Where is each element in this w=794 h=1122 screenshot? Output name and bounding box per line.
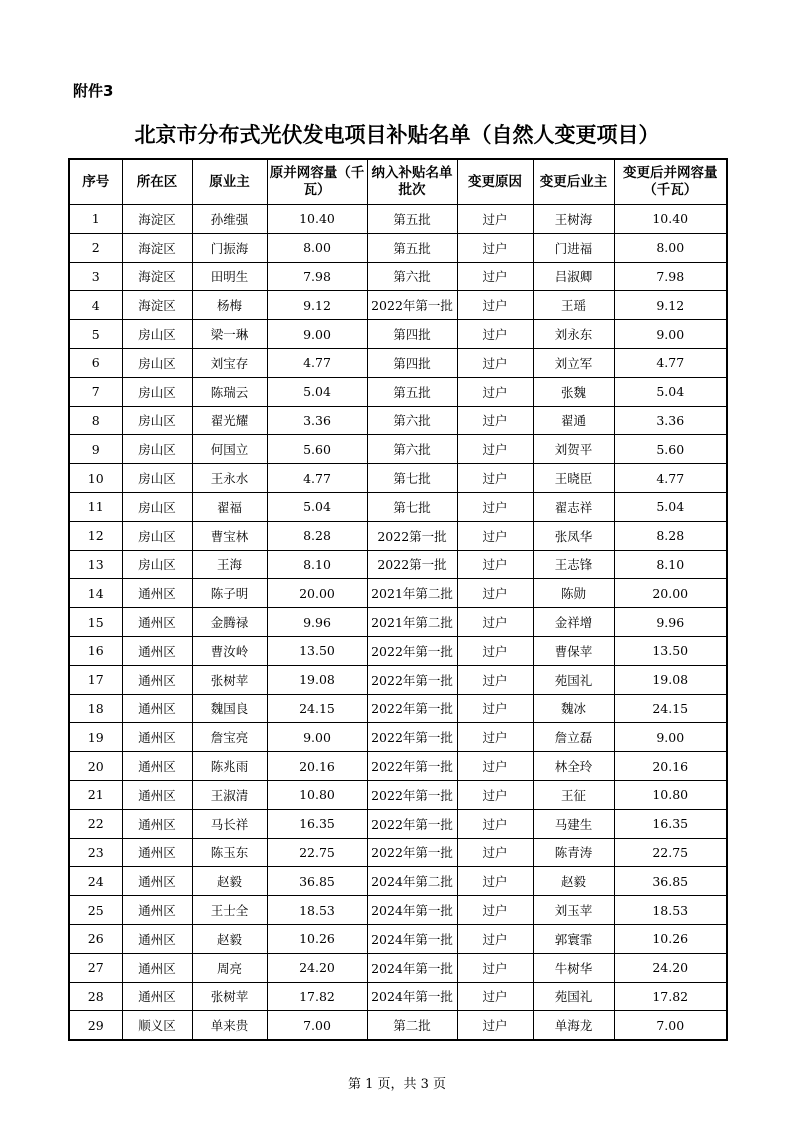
header-change-reason: 变更原因 xyxy=(457,159,533,205)
cell-original-owner: 门振海 xyxy=(192,233,267,262)
cell-change-reason: 过户 xyxy=(457,233,533,262)
cell-original-capacity: 10.80 xyxy=(267,780,367,809)
table-row xyxy=(69,953,727,982)
cell-original-owner: 刘宝存 xyxy=(192,348,267,377)
cell-change-reason: 过户 xyxy=(457,579,533,608)
cell-new-owner: 苑国礼 xyxy=(533,665,614,694)
table-row xyxy=(69,780,727,809)
page-footer: 第 1 页，共 3 页 xyxy=(347,1077,447,1092)
cell-district: 海淀区 xyxy=(122,233,192,262)
cell-new-capacity: 7.98 xyxy=(614,262,727,291)
cell-original-owner: 王士全 xyxy=(192,896,267,925)
cell-subsidy-batch: 2022年第一批 xyxy=(367,636,457,665)
cell-original-owner: 张树苹 xyxy=(192,665,267,694)
cell-original-capacity: 10.40 xyxy=(267,205,367,234)
cell-original-owner: 陈子明 xyxy=(192,579,267,608)
cell-district: 通州区 xyxy=(122,867,192,896)
cell-original-capacity: 7.98 xyxy=(267,262,367,291)
cell-original-capacity: 17.82 xyxy=(267,982,367,1011)
table-header-row xyxy=(69,159,727,205)
cell-index: 12 xyxy=(69,521,122,550)
table-row xyxy=(69,579,727,608)
cell-index: 25 xyxy=(69,896,122,925)
cell-subsidy-batch: 第五批 xyxy=(367,377,457,406)
cell-subsidy-batch: 第五批 xyxy=(367,205,457,234)
cell-subsidy-batch: 2021年第二批 xyxy=(367,579,457,608)
cell-original-capacity: 16.35 xyxy=(267,809,367,838)
cell-district: 通州区 xyxy=(122,752,192,781)
cell-new-capacity: 4.77 xyxy=(614,464,727,493)
cell-change-reason: 过户 xyxy=(457,464,533,493)
table-row xyxy=(69,262,727,291)
cell-index: 14 xyxy=(69,579,122,608)
cell-original-owner: 王淑清 xyxy=(192,780,267,809)
cell-original-capacity: 22.75 xyxy=(267,838,367,867)
cell-original-owner: 田明生 xyxy=(192,262,267,291)
cell-original-owner: 单来贵 xyxy=(192,1011,267,1040)
cell-new-capacity: 9.00 xyxy=(614,320,727,349)
cell-index: 9 xyxy=(69,435,122,464)
cell-change-reason: 过户 xyxy=(457,809,533,838)
cell-district: 海淀区 xyxy=(122,205,192,234)
cell-original-capacity: 9.96 xyxy=(267,608,367,637)
cell-new-owner: 陈青涛 xyxy=(533,838,614,867)
cell-new-owner: 单海龙 xyxy=(533,1011,614,1040)
cell-district: 通州区 xyxy=(122,953,192,982)
cell-change-reason: 过户 xyxy=(457,780,533,809)
cell-original-owner: 曹宝林 xyxy=(192,521,267,550)
cell-original-capacity: 3.36 xyxy=(267,406,367,435)
cell-new-owner: 魏冰 xyxy=(533,694,614,723)
cell-index: 15 xyxy=(69,608,122,637)
cell-new-owner: 郭寰霏 xyxy=(533,924,614,953)
cell-district: 通州区 xyxy=(122,608,192,637)
cell-original-owner: 马长祥 xyxy=(192,809,267,838)
cell-new-owner: 张魏 xyxy=(533,377,614,406)
cell-subsidy-batch: 2022第一批 xyxy=(367,550,457,579)
cell-change-reason: 过户 xyxy=(457,953,533,982)
cell-district: 房山区 xyxy=(122,377,192,406)
cell-original-capacity: 9.00 xyxy=(267,723,367,752)
cell-district: 通州区 xyxy=(122,665,192,694)
cell-subsidy-batch: 2022年第一批 xyxy=(367,838,457,867)
cell-district: 通州区 xyxy=(122,809,192,838)
cell-index: 18 xyxy=(69,694,122,723)
cell-original-owner: 孙维强 xyxy=(192,205,267,234)
cell-change-reason: 过户 xyxy=(457,608,533,637)
cell-new-capacity: 17.82 xyxy=(614,982,727,1011)
cell-original-owner: 周亮 xyxy=(192,953,267,982)
cell-original-owner: 王海 xyxy=(192,550,267,579)
cell-index: 28 xyxy=(69,982,122,1011)
cell-new-capacity: 8.00 xyxy=(614,233,727,262)
cell-change-reason: 过户 xyxy=(457,1011,533,1040)
cell-index: 10 xyxy=(69,464,122,493)
cell-index: 4 xyxy=(69,291,122,320)
cell-original-capacity: 8.00 xyxy=(267,233,367,262)
table-row xyxy=(69,435,727,464)
cell-new-capacity: 8.10 xyxy=(614,550,727,579)
document-title: 北京市分布式光伏发电项目补贴名单（自然人变更项目） xyxy=(134,123,660,147)
cell-change-reason: 过户 xyxy=(457,867,533,896)
table-row xyxy=(69,608,727,637)
table-row xyxy=(69,752,727,781)
cell-change-reason: 过户 xyxy=(457,838,533,867)
cell-change-reason: 过户 xyxy=(457,723,533,752)
cell-district: 房山区 xyxy=(122,348,192,377)
table-row xyxy=(69,867,727,896)
cell-new-owner: 王树海 xyxy=(533,205,614,234)
cell-original-capacity: 4.77 xyxy=(267,464,367,493)
cell-new-capacity: 9.00 xyxy=(614,723,727,752)
cell-district: 通州区 xyxy=(122,723,192,752)
cell-index: 20 xyxy=(69,752,122,781)
cell-district: 通州区 xyxy=(122,924,192,953)
cell-subsidy-batch: 2022年第一批 xyxy=(367,752,457,781)
cell-original-owner: 赵毅 xyxy=(192,867,267,896)
table-row xyxy=(69,521,727,550)
table-row xyxy=(69,1011,727,1040)
cell-original-owner: 王永水 xyxy=(192,464,267,493)
cell-new-owner: 苑国礼 xyxy=(533,982,614,1011)
cell-original-capacity: 9.00 xyxy=(267,320,367,349)
cell-new-owner: 王征 xyxy=(533,780,614,809)
cell-new-capacity: 13.50 xyxy=(614,636,727,665)
cell-index: 6 xyxy=(69,348,122,377)
cell-original-owner: 杨梅 xyxy=(192,291,267,320)
cell-new-owner: 马建生 xyxy=(533,809,614,838)
cell-original-capacity: 13.50 xyxy=(267,636,367,665)
cell-new-owner: 吕淑卿 xyxy=(533,262,614,291)
cell-original-capacity: 5.04 xyxy=(267,377,367,406)
cell-original-capacity: 24.20 xyxy=(267,953,367,982)
cell-index: 1 xyxy=(69,205,122,234)
cell-subsidy-batch: 第四批 xyxy=(367,348,457,377)
header-index: 序号 xyxy=(69,159,122,205)
cell-change-reason: 过户 xyxy=(457,694,533,723)
cell-original-owner: 张树苹 xyxy=(192,982,267,1011)
cell-subsidy-batch: 2024年第一批 xyxy=(367,896,457,925)
table-row xyxy=(69,838,727,867)
cell-district: 通州区 xyxy=(122,694,192,723)
cell-new-owner: 王晓臣 xyxy=(533,464,614,493)
cell-district: 通州区 xyxy=(122,780,192,809)
cell-subsidy-batch: 第七批 xyxy=(367,492,457,521)
cell-district: 海淀区 xyxy=(122,291,192,320)
table-row xyxy=(69,982,727,1011)
table-row xyxy=(69,320,727,349)
cell-new-capacity: 8.28 xyxy=(614,521,727,550)
cell-change-reason: 过户 xyxy=(457,521,533,550)
cell-change-reason: 过户 xyxy=(457,636,533,665)
cell-original-capacity: 9.12 xyxy=(267,291,367,320)
cell-original-capacity: 18.53 xyxy=(267,896,367,925)
cell-new-capacity: 10.40 xyxy=(614,205,727,234)
table-row xyxy=(69,896,727,925)
cell-new-owner: 赵毅 xyxy=(533,867,614,896)
cell-subsidy-batch: 第六批 xyxy=(367,406,457,435)
table-row xyxy=(69,464,727,493)
header-original-owner: 原业主 xyxy=(192,159,267,205)
table-row xyxy=(69,723,727,752)
cell-change-reason: 过户 xyxy=(457,665,533,694)
cell-original-capacity: 8.10 xyxy=(267,550,367,579)
cell-subsidy-batch: 第六批 xyxy=(367,435,457,464)
cell-subsidy-batch: 2022第一批 xyxy=(367,521,457,550)
cell-index: 22 xyxy=(69,809,122,838)
cell-subsidy-batch: 第七批 xyxy=(367,464,457,493)
table-row xyxy=(69,636,727,665)
cell-subsidy-batch: 第四批 xyxy=(367,320,457,349)
cell-change-reason: 过户 xyxy=(457,291,533,320)
cell-new-capacity: 10.80 xyxy=(614,780,727,809)
cell-original-owner: 陈玉东 xyxy=(192,838,267,867)
cell-index: 26 xyxy=(69,924,122,953)
cell-subsidy-batch: 2022年第一批 xyxy=(367,780,457,809)
cell-district: 房山区 xyxy=(122,435,192,464)
cell-subsidy-batch: 2022年第一批 xyxy=(367,809,457,838)
cell-subsidy-batch: 2022年第一批 xyxy=(367,694,457,723)
attachment-label: 附件3 xyxy=(73,82,114,100)
cell-new-owner: 詹立磊 xyxy=(533,723,614,752)
cell-original-owner: 金腾禄 xyxy=(192,608,267,637)
cell-change-reason: 过户 xyxy=(457,205,533,234)
cell-new-owner: 刘玉苹 xyxy=(533,896,614,925)
cell-index: 24 xyxy=(69,867,122,896)
cell-change-reason: 过户 xyxy=(457,377,533,406)
cell-new-capacity: 20.16 xyxy=(614,752,727,781)
cell-new-owner: 刘永东 xyxy=(533,320,614,349)
cell-index: 21 xyxy=(69,780,122,809)
cell-district: 房山区 xyxy=(122,550,192,579)
cell-original-capacity: 20.00 xyxy=(267,579,367,608)
cell-original-owner: 曹汝岭 xyxy=(192,636,267,665)
cell-original-owner: 翟福 xyxy=(192,492,267,521)
cell-original-capacity: 20.16 xyxy=(267,752,367,781)
cell-original-capacity: 36.85 xyxy=(267,867,367,896)
header-district: 所在区 xyxy=(122,159,192,205)
cell-new-owner: 牛树华 xyxy=(533,953,614,982)
table-row xyxy=(69,924,727,953)
table-row xyxy=(69,377,727,406)
cell-subsidy-batch: 2022年第一批 xyxy=(367,723,457,752)
cell-new-capacity: 19.08 xyxy=(614,665,727,694)
cell-original-capacity: 24.15 xyxy=(267,694,367,723)
cell-original-capacity: 19.08 xyxy=(267,665,367,694)
cell-change-reason: 过户 xyxy=(457,492,533,521)
table-row xyxy=(69,406,727,435)
cell-original-capacity: 7.00 xyxy=(267,1011,367,1040)
subsidy-table xyxy=(68,158,728,1041)
header-original-capacity: 原并网容量（千瓦） xyxy=(267,159,367,205)
cell-original-owner: 詹宝亮 xyxy=(192,723,267,752)
cell-new-capacity: 16.35 xyxy=(614,809,727,838)
cell-index: 16 xyxy=(69,636,122,665)
cell-subsidy-batch: 2024年第一批 xyxy=(367,924,457,953)
cell-original-capacity: 5.04 xyxy=(267,492,367,521)
cell-district: 通州区 xyxy=(122,579,192,608)
table-row xyxy=(69,550,727,579)
cell-index: 29 xyxy=(69,1011,122,1040)
cell-change-reason: 过户 xyxy=(457,348,533,377)
cell-subsidy-batch: 2021年第二批 xyxy=(367,608,457,637)
cell-index: 17 xyxy=(69,665,122,694)
cell-new-capacity: 3.36 xyxy=(614,406,727,435)
cell-original-owner: 何国立 xyxy=(192,435,267,464)
cell-index: 13 xyxy=(69,550,122,579)
cell-new-capacity: 24.20 xyxy=(614,953,727,982)
cell-change-reason: 过户 xyxy=(457,752,533,781)
cell-new-capacity: 9.12 xyxy=(614,291,727,320)
cell-new-owner: 曹保苹 xyxy=(533,636,614,665)
cell-new-capacity: 20.00 xyxy=(614,579,727,608)
cell-district: 房山区 xyxy=(122,521,192,550)
cell-new-owner: 翟通 xyxy=(533,406,614,435)
cell-change-reason: 过户 xyxy=(457,550,533,579)
cell-subsidy-batch: 第五批 xyxy=(367,233,457,262)
cell-subsidy-batch: 2024年第一批 xyxy=(367,953,457,982)
cell-index: 8 xyxy=(69,406,122,435)
header-new-owner: 变更后业主 xyxy=(533,159,614,205)
header-subsidy-batch: 纳入补贴名单批次 xyxy=(367,159,457,205)
cell-subsidy-batch: 第二批 xyxy=(367,1011,457,1040)
cell-new-owner: 林全玲 xyxy=(533,752,614,781)
cell-new-capacity: 10.26 xyxy=(614,924,727,953)
cell-new-owner: 刘立军 xyxy=(533,348,614,377)
cell-index: 7 xyxy=(69,377,122,406)
table-row xyxy=(69,492,727,521)
cell-new-owner: 翟志祥 xyxy=(533,492,614,521)
cell-original-capacity: 4.77 xyxy=(267,348,367,377)
table-row xyxy=(69,205,727,234)
cell-original-owner: 翟光耀 xyxy=(192,406,267,435)
cell-change-reason: 过户 xyxy=(457,982,533,1011)
cell-subsidy-batch: 2024年第二批 xyxy=(367,867,457,896)
cell-new-owner: 金祥增 xyxy=(533,608,614,637)
table-row xyxy=(69,291,727,320)
cell-index: 5 xyxy=(69,320,122,349)
table-row xyxy=(69,809,727,838)
header-new-capacity: 变更后并网容量（千瓦） xyxy=(614,159,727,205)
cell-change-reason: 过户 xyxy=(457,896,533,925)
cell-index: 2 xyxy=(69,233,122,262)
cell-district: 通州区 xyxy=(122,982,192,1011)
cell-index: 11 xyxy=(69,492,122,521)
cell-subsidy-batch: 第六批 xyxy=(367,262,457,291)
cell-change-reason: 过户 xyxy=(457,406,533,435)
cell-district: 房山区 xyxy=(122,492,192,521)
cell-original-owner: 陈兆雨 xyxy=(192,752,267,781)
cell-district: 通州区 xyxy=(122,636,192,665)
cell-district: 房山区 xyxy=(122,406,192,435)
cell-index: 3 xyxy=(69,262,122,291)
cell-district: 通州区 xyxy=(122,896,192,925)
cell-new-capacity: 5.04 xyxy=(614,492,727,521)
cell-new-capacity: 4.77 xyxy=(614,348,727,377)
cell-original-capacity: 8.28 xyxy=(267,521,367,550)
cell-new-capacity: 18.53 xyxy=(614,896,727,925)
cell-new-owner: 陈勋 xyxy=(533,579,614,608)
cell-new-capacity: 24.15 xyxy=(614,694,727,723)
cell-change-reason: 过户 xyxy=(457,924,533,953)
cell-new-capacity: 9.96 xyxy=(614,608,727,637)
table-row xyxy=(69,233,727,262)
cell-change-reason: 过户 xyxy=(457,435,533,464)
table-row xyxy=(69,348,727,377)
cell-new-capacity: 7.00 xyxy=(614,1011,727,1040)
cell-subsidy-batch: 2024年第一批 xyxy=(367,982,457,1011)
cell-subsidy-batch: 2022年第一批 xyxy=(367,665,457,694)
cell-change-reason: 过户 xyxy=(457,262,533,291)
cell-new-capacity: 36.85 xyxy=(614,867,727,896)
cell-index: 27 xyxy=(69,953,122,982)
cell-subsidy-batch: 2022年第一批 xyxy=(367,291,457,320)
cell-original-owner: 陈瑞云 xyxy=(192,377,267,406)
cell-new-capacity: 5.60 xyxy=(614,435,727,464)
table-row xyxy=(69,694,727,723)
cell-original-capacity: 10.26 xyxy=(267,924,367,953)
cell-district: 房山区 xyxy=(122,320,192,349)
cell-new-owner: 刘贺平 xyxy=(533,435,614,464)
cell-district: 通州区 xyxy=(122,838,192,867)
cell-new-capacity: 5.04 xyxy=(614,377,727,406)
cell-district: 海淀区 xyxy=(122,262,192,291)
cell-original-capacity: 5.60 xyxy=(267,435,367,464)
cell-index: 19 xyxy=(69,723,122,752)
cell-district: 顺义区 xyxy=(122,1011,192,1040)
cell-new-capacity: 22.75 xyxy=(614,838,727,867)
cell-index: 23 xyxy=(69,838,122,867)
cell-district: 房山区 xyxy=(122,464,192,493)
cell-new-owner: 张凤华 xyxy=(533,521,614,550)
cell-new-owner: 王瑶 xyxy=(533,291,614,320)
cell-original-owner: 魏国良 xyxy=(192,694,267,723)
cell-change-reason: 过户 xyxy=(457,320,533,349)
table-row xyxy=(69,665,727,694)
cell-original-owner: 赵毅 xyxy=(192,924,267,953)
cell-new-owner: 门进福 xyxy=(533,233,614,262)
cell-new-owner: 王志锋 xyxy=(533,550,614,579)
cell-original-owner: 梁一琳 xyxy=(192,320,267,349)
